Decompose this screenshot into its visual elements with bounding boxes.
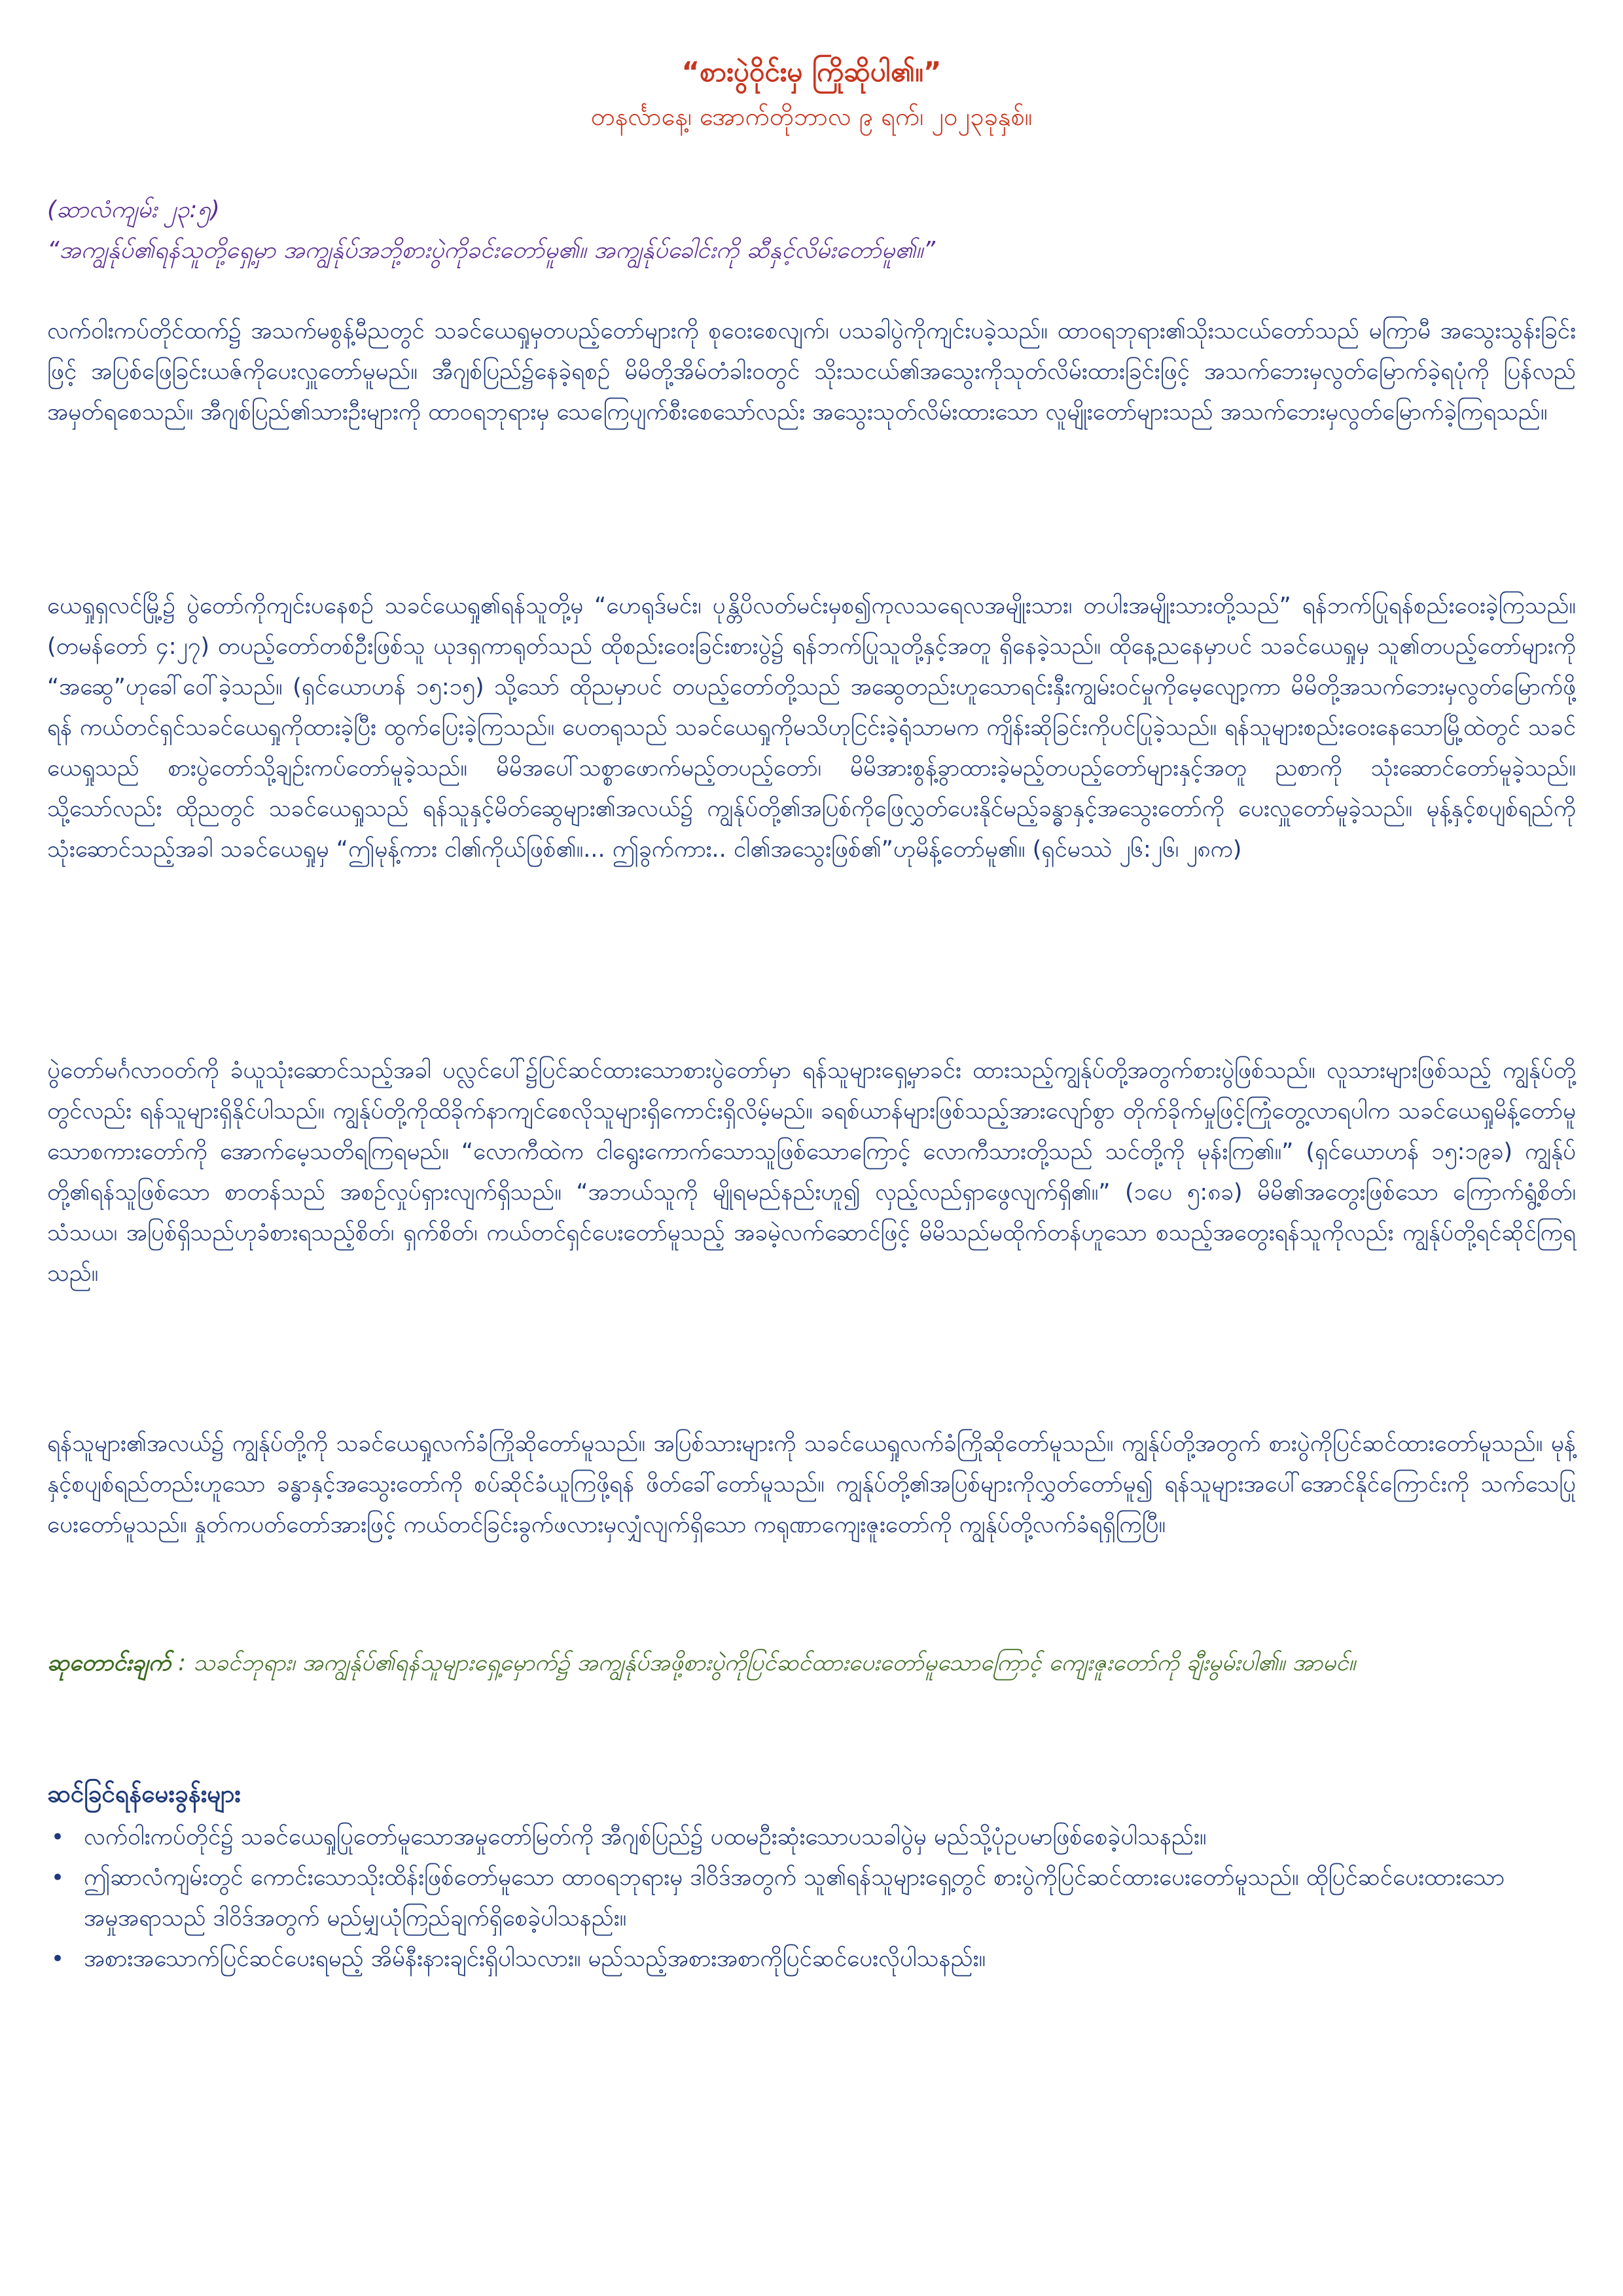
prayer-label: ဆုတောင်းချက် [47,1650,171,1676]
body-paragraph-1: လက်ဝါးကပ်တိုင်ထက်၌ အသက်မစွန့်မီညတွင် သခင်ယေရှုမှတပည့်တော်များကို စုဝေးစေလျက်၊ ပသခါပွဲကိုကျင်းပခဲ့သည်။ ထာဝရဘုရား၏သိုးသငယ်တော်သည် မကြာမီ အသွေးသွန်းခြင်းဖြင့် အပြစ်ဖြေခြင်းယဇ်ကိုပေးလှူတော်မူမည်။ အီဂျစ်ပြည်၌နေခဲ့ရစဉ် မိမိတို့အိမ်တံခါးဝတွင် သိုးသငယ်၏အသွေးကိုသုတ်လိမ်းထားခြင်းဖြင့် အသက်ဘေးမှလွတ်မြောက်ခဲ့ရပုံကို ပြန်လည်အမှတ်ရစေသည်။ အီဂျစ်ပြည်၏သားဦးများကို ထာဝရဘုရားမှ သေကြေပျက်စီးစေသော်လည်း အသွေးသုတ်လိမ်းထားသော လူမျိုးတော်များသည် အသက်ဘေးမှလွတ်မြောက်ခဲ့ကြရသည်။ [47,318,1576,425]
prayer-block [47,1643,1576,1683]
scripture-verse: “အကျွန်ုပ်၏ရန်သူတို့ရှေ့မှာ အကျွန်ုပ်အဘို့စားပွဲကိုခင်းတော်မူ၏။ အကျွန်ုပ်ခေါင်းကို ဆီနှင့်လိမ်းတော်မူ၏။” [47,237,936,264]
questions-heading: ဆင်ခြင်ရန်မေးခွန်းများ [47,1780,241,1808]
date-line: တနင်္လာနေ့၊ အောက်တိုဘာလ ၉ ရက်၊ ၂၀၂၃ခုနှစ်။ [590,102,1033,131]
prayer-text: သခင်ဘုရား၊ အကျွန်ုပ်၏ရန်သူများရှေ့မှောက်၌ အကျွန်ုပ်အဖို့စားပွဲကိုပြင်ဆင်ထားပေးတော်မူသောကြောင့် ကျေးဇူးတော်ကို ချီးမွမ်းပါ၏။ အာမင်။ [193,1650,1356,1676]
bullet-icon: • [51,1946,65,1972]
prayer-separator: : [178,1650,187,1676]
list-item [47,1939,1576,1979]
question-text-2: ဤဆာလံကျမ်းတွင် ကောင်းသောသိုးထိန်းဖြစ်တော်မူသော ထာဝရဘုရားမှ ဒါဝိဒ်အတွက် သူ၏ရန်သူများရှေ့တွင် စားပွဲကိုပြင်ဆင်ထားပေးတော်မူသည်။ ထိုပြင်ဆင်ပေးထားသောအမှုအရာသည် ဒါဝိဒ်အတွက် မည်မျှယုံကြည်ချက်ရှိစေခဲ့ပါသနည်း။ [84,1865,1505,1931]
list-item [47,1857,1576,1939]
header [0,51,1623,137]
reflection-questions [47,1774,1576,1979]
question-text-3: အစားအသောက်ပြင်ဆင်ပေးရမည့် အိမ်နီးနားချင်းရှိပါသလား။ မည်သည့်အစားအစာကိုပြင်ဆင်ပေးလိုပါသနည်း။ [84,1946,986,1972]
list-item [47,1817,1576,1857]
bullet-icon: • [51,1865,65,1891]
body-paragraph-4: ရန်သူများ၏အလယ်၌ ကျွန်ုပ်တို့ကို သခင်ယေရှုလက်ခံကြိုဆိုတော်မူသည်။ အပြစ်သားများကို သခင်ယေရှုလက်ခံကြိုဆိုတော်မူသည်။ ကျွန်ုပ်တို့အတွက် စားပွဲကိုပြင်ဆင်ထားတော်မူသည်။ မုန့်နှင့်စပျစ်ရည်တည်းဟူသော ခန္ဓာနှင့်အသွေးတော်ကို စပ်ဆိုင်ခံယူကြဖို့ရန် ဖိတ်ခေါ်တော်မူသည်။ ကျွန်ုပ်တို့၏အပြစ်များကိုလွှတ်တော်မူ၍ ရန်သူများအပေါ်အောင်နိုင်ကြောင်းကို သက်သေပြုပေးတော်မူသည်။ နှုတ်ကပတ်တော်အားဖြင့် ကယ်တင်ခြင်းခွက်ဖလားမှလျှံလျက်ရှိသော ကရုဏာကျေးဇူးတော်ကို ကျွန်ုပ်တို့လက်ခံရရှိကြပြီ။ [47,1431,1576,1538]
scripture-block [47,190,1572,271]
body-paragraph-2: ယေရှုရှလင်မြို့၌ ပွဲတော်ကိုကျင်းပနေစဉ် သခင်ယေရှု၏ရန်သူတို့မှ “ဟေရုဒ်မင်း၊ ပုန္တိပိလတ်မင်းမှစ၍ကုလသရေလအမျိုးသား၊ တပါးအမျိုးသားတို့သည်” ရန်ဘက်ပြုရန်စည်းဝေးခဲ့ကြသည်။ (တမန်တော် ၄:၂၇) တပည့်တော်တစ်ဦးဖြစ်သူ ယုဒရှကာရုတ်သည် ထိုစည်းဝေးခြင်းစားပွဲ၌ ရန်ဘက်ပြုသူတို့နှင့်အတူ ရှိနေခဲ့သည်။ ထိုနေ့ညနေမှာပင် သခင်ယေရှုမှ သူ၏တပည့်တော်များကို “အဆွေ”ဟုခေါ်ဝေါ်ခဲ့သည်။ (ရှင်ယောဟန် ၁၅:၁၅) သို့သော် ထိုညမှာပင် တပည့်တော်တို့သည် အဆွေတည်းဟူသောရင်းနှီးကျွမ်းဝင်မှုကိုမေ့လျော့ကာ မိမိတို့အသက်ဘေးမှလွတ်မြောက်ဖို့ရန် ကယ်တင်ရှင်သခင်ယေရှုကိုထားခဲ့ပြီး ထွက်ပြေးခဲ့ကြသည်။ ပေတရုသည် သခင်ယေရှုကိုမသိဟုငြင်းခဲ့ရုံသာမက ကျိန်းဆိုခြင်းကိုပင်ပြုခဲ့သည်။ ရန်သူများစည်းဝေးနေသောမြို့ထဲတွင် သခင်ယေရှုသည် စားပွဲတော်သို့ချဉ်းကပ်တော်မူခဲ့သည်။ မိမိအပေါ်သစ္စာဖောက်မည့်တပည့်တော်၊ မိမိအားစွန့်ခွာထားခဲ့မည့်တပည့်တော်များနှင့်အတူ ညစာကို သုံးဆောင်တော်မူခဲ့သည်။ သို့သော်လည်း ထိုညတွင် သခင်ယေရှုသည် ရန်သူနှင့်မိတ်ဆွေများ၏အလယ်၌ ကျွန်ုပ်တို့၏အပြစ်ကိုဖြေလွှတ်ပေးနိုင်မည့်ခန္ဓာနှင့်အသွေးတော်ကို ပေးလှူတော်မူခဲ့သည်။ မုန့်နှင့်စပျစ်ရည်ကိုသုံးဆောင်သည့်အခါ သခင်ယေရှုမှ “ဤမုန့်ကား ငါ၏ကိုယ်ဖြစ်၏။... ဤခွက်ကား.. ငါ၏အသွေးဖြစ်၏”ဟုမိန့်တော်မူ၏။ (ရှင်မဿဲ ၂၆:၂၆၊ ၂၈က) [47,593,1576,863]
questions-list [47,1817,1576,1979]
bullet-icon: • [51,1824,65,1850]
question-text-1: လက်ဝါးကပ်တိုင်၌ သခင်ယေရှုပြုတော်မူသောအမှုတော်မြတ်ကို အီဂျစ်ပြည်၌ ပထမဦးဆုံးသောပသခါပွဲမှ မည်သို့ပုံဥပမာဖြစ်စေခဲ့ပါသနည်း။ [84,1824,1207,1850]
scripture-reference: (ဆာလံကျမ်း ၂၃:၅) [47,196,220,223]
page-title: “စားပွဲဝိုင်းမှ ကြိုဆိုပါ၏။” [681,56,942,88]
body-paragraph-3: ပွဲတော်မင်္ဂလာဝတ်ကို ခံယူသုံးဆောင်သည့်အခါ ပလ္လင်ပေါ်၌ပြင်ဆင်ထားသောစားပွဲတော်မှာ ရန်သူများရှေ့မှာခင်း ထားသည့်ကျွန်ုပ်တို့အတွက်စားပွဲဖြစ်သည်။ လူသားများဖြစ်သည့် ကျွန်ုပ်တို့တွင်လည်း ရန်သူများရှိနိုင်ပါသည်။ ကျွန်ုပ်တို့ကိုထိခိုက်နာကျင်စေလိုသူများရှိကောင်းရှိလိမ့်မည်။ ခရစ်ယာန်များဖြစ်သည့်အားလျော်စွာ တိုက်ခိုက်မှုဖြင့်ကြုံတွေ့လာရပါက သခင်ယေရှုမိန့်တော်မူသောစကားတော်ကို အောက်မေ့သတိရကြရမည်။ “လောကီထဲက ငါရွေးကောက်သောသူဖြစ်သောကြောင့် လောကီသားတို့သည် သင်တို့ကို မုန်းကြ၏။” (ရှင်ယောဟန် ၁၅:၁၉ခ) ကျွန်ုပ်တို့၏ရန်သူဖြစ်သော စာတန်သည် အစဉ်လှုပ်ရှားလျက်ရှိသည်။ “အဘယ်သူကို မျိုရမည်နည်းဟူ၍ လှည့်လည်ရှာဖွေလျက်ရှိ၏။” (၁ပေ ၅:၈ခ) မိမိ၏အတွေးဖြစ်သော ကြောက်ရွံ့စိတ်၊ သံသယ၊ အပြစ်ရှိသည်ဟုခံစားရသည့်စိတ်၊ ရှက်စိတ်၊ ကယ်တင်ရှင်ပေးတော်မူသည့် အခမဲ့လက်ဆောင်ဖြင့် မိမိသည်မထိုက်တန်ဟူသော စသည့်အတွေးရန်သူကိုလည်း ကျွန်ုပ်တို့ရင်ဆိုင်ကြရသည်။ [47,1058,1576,1287]
